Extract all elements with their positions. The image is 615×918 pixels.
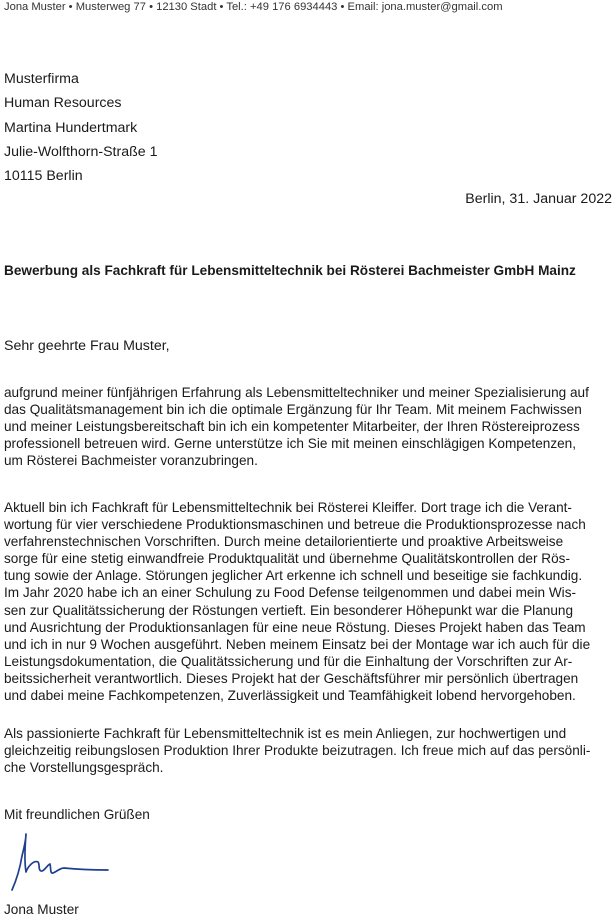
handwritten-signature-icon bbox=[4, 826, 114, 896]
letter-subject: Bewerbung als Fachkraft für Lebensmitteltechnik bei Rösterei Bachmeister GmbH Mainz bbox=[4, 263, 576, 278]
paragraph-line: Im Jahr 2020 habe ich an einer Schulung zu Food Defense teilgenommen und dabei mein Wis- bbox=[4, 585, 577, 601]
body-paragraph-3 bbox=[4, 725, 613, 776]
paragraph-line: Aktuell bin ich Fachkraft für Lebensmitteltechnik bei Rösterei Kleiffer. Dort trage ich die Verant- bbox=[4, 500, 572, 515]
paragraph-line: und Ausrichtung der Produktionsanlagen für eine neue Röstung. Dieses Projekt haben das Team bbox=[4, 619, 586, 635]
paragraph-line: sen zur Qualitätssicherung der Röstungen vertieft. Ein besonderer Höhepunkt war die Planung bbox=[4, 602, 574, 618]
letter-date: Berlin, 31. Januar 2022 bbox=[465, 191, 612, 207]
paragraph-line: aufgrund meiner fünfjährigen Erfahrung als Lebensmitteltechniker und meiner Spezialisierung auf bbox=[4, 385, 589, 400]
closing-phrase: Mit freundlichen Grüßen bbox=[4, 807, 150, 822]
paragraph-line: und dabei meine Fachkompetenzen, Zuverlässigkeit und Teamfähigkeit lobend hervorgehoben. bbox=[4, 688, 576, 704]
paragraph-line: gleichzeitig reibungslosen Produktion Ihrer Produkte beizutragen. Ich freue mich auf das persönli- bbox=[4, 743, 591, 759]
paragraph-line: wortung für vier verschiedene Produktionsmaschinen und betreue die Produktionsprozesse nach bbox=[4, 517, 586, 533]
paragraph-line: um Rösterei Bachmeister voranzubringen. bbox=[4, 453, 258, 469]
paragraph-line: sorge für eine stetig einwandfreie Produktqualität und übernehme Qualitätskontrollen der Rös- bbox=[4, 551, 570, 567]
paragraph-line: tung sowie der Anlage. Störungen jeglicher Art erkenne ich schnell und beseitige sie fachkundig. bbox=[4, 568, 583, 584]
recipient-address-block bbox=[4, 67, 158, 188]
salutation: Sehr geehrte Frau Muster, bbox=[4, 338, 170, 354]
paragraph-line: professionell betreuen wird. Gerne unterstütze ich Sie mit meinen einschlägigen Kompetenzen, bbox=[4, 436, 577, 452]
signer-name: Jona Muster bbox=[4, 902, 79, 917]
recipient-department: Human Resources bbox=[4, 95, 122, 112]
paragraph-line: Als passionierte Fachkraft für Lebensmitteltechnik ist es mein Anliegen, zur hochwertigen und bbox=[4, 726, 567, 741]
paragraph-line: verfahrenstechnischen Vorschriften. Durch meine detailorientierte und proaktive Arbeitsweise bbox=[4, 534, 564, 550]
recipient-city: 10115 Berlin bbox=[4, 168, 83, 185]
sender-address-line: Jona Muster • Musterweg 77 • 12130 Stadt • Tel.: +49 176 6934443 • Email: jona.muster@gmail.com bbox=[4, 1, 503, 13]
recipient-name: Martina Hundertmark bbox=[4, 119, 138, 136]
recipient-street: Julie-Wolfthorn-Straße 1 bbox=[4, 143, 158, 160]
paragraph-line: das Qualitätsmanagement bin ich die optimale Ergänzung für Ihr Team. Mit meinem Fachwissen bbox=[4, 402, 582, 418]
paragraph-line: und ich in nur 9 Wochen ausgeführt. Neben meinem Einsatz bei der Montage war ich auch für die bbox=[4, 636, 591, 652]
paragraph-line: Leistungsdokumentation, die Qualitätssicherung und für die Einhaltung der Vorschriften zur Ar- bbox=[4, 653, 573, 669]
recipient-company: Musterfirma bbox=[4, 71, 79, 87]
paragraph-line: beitssicherheit verantwortlich. Dieses Projekt hat der Geschäftsführer mir persönlich übertragen bbox=[4, 670, 579, 686]
body-paragraph-2 bbox=[4, 499, 613, 704]
paragraph-line: und meiner Leistungsbereitschaft bin ich ein kompetenter Mitarbeiter, der Ihren Röstereiprozess bbox=[4, 419, 580, 435]
paragraph-line: che Vorstellungsgespräch. bbox=[4, 760, 164, 776]
body-paragraph-1 bbox=[4, 384, 613, 469]
